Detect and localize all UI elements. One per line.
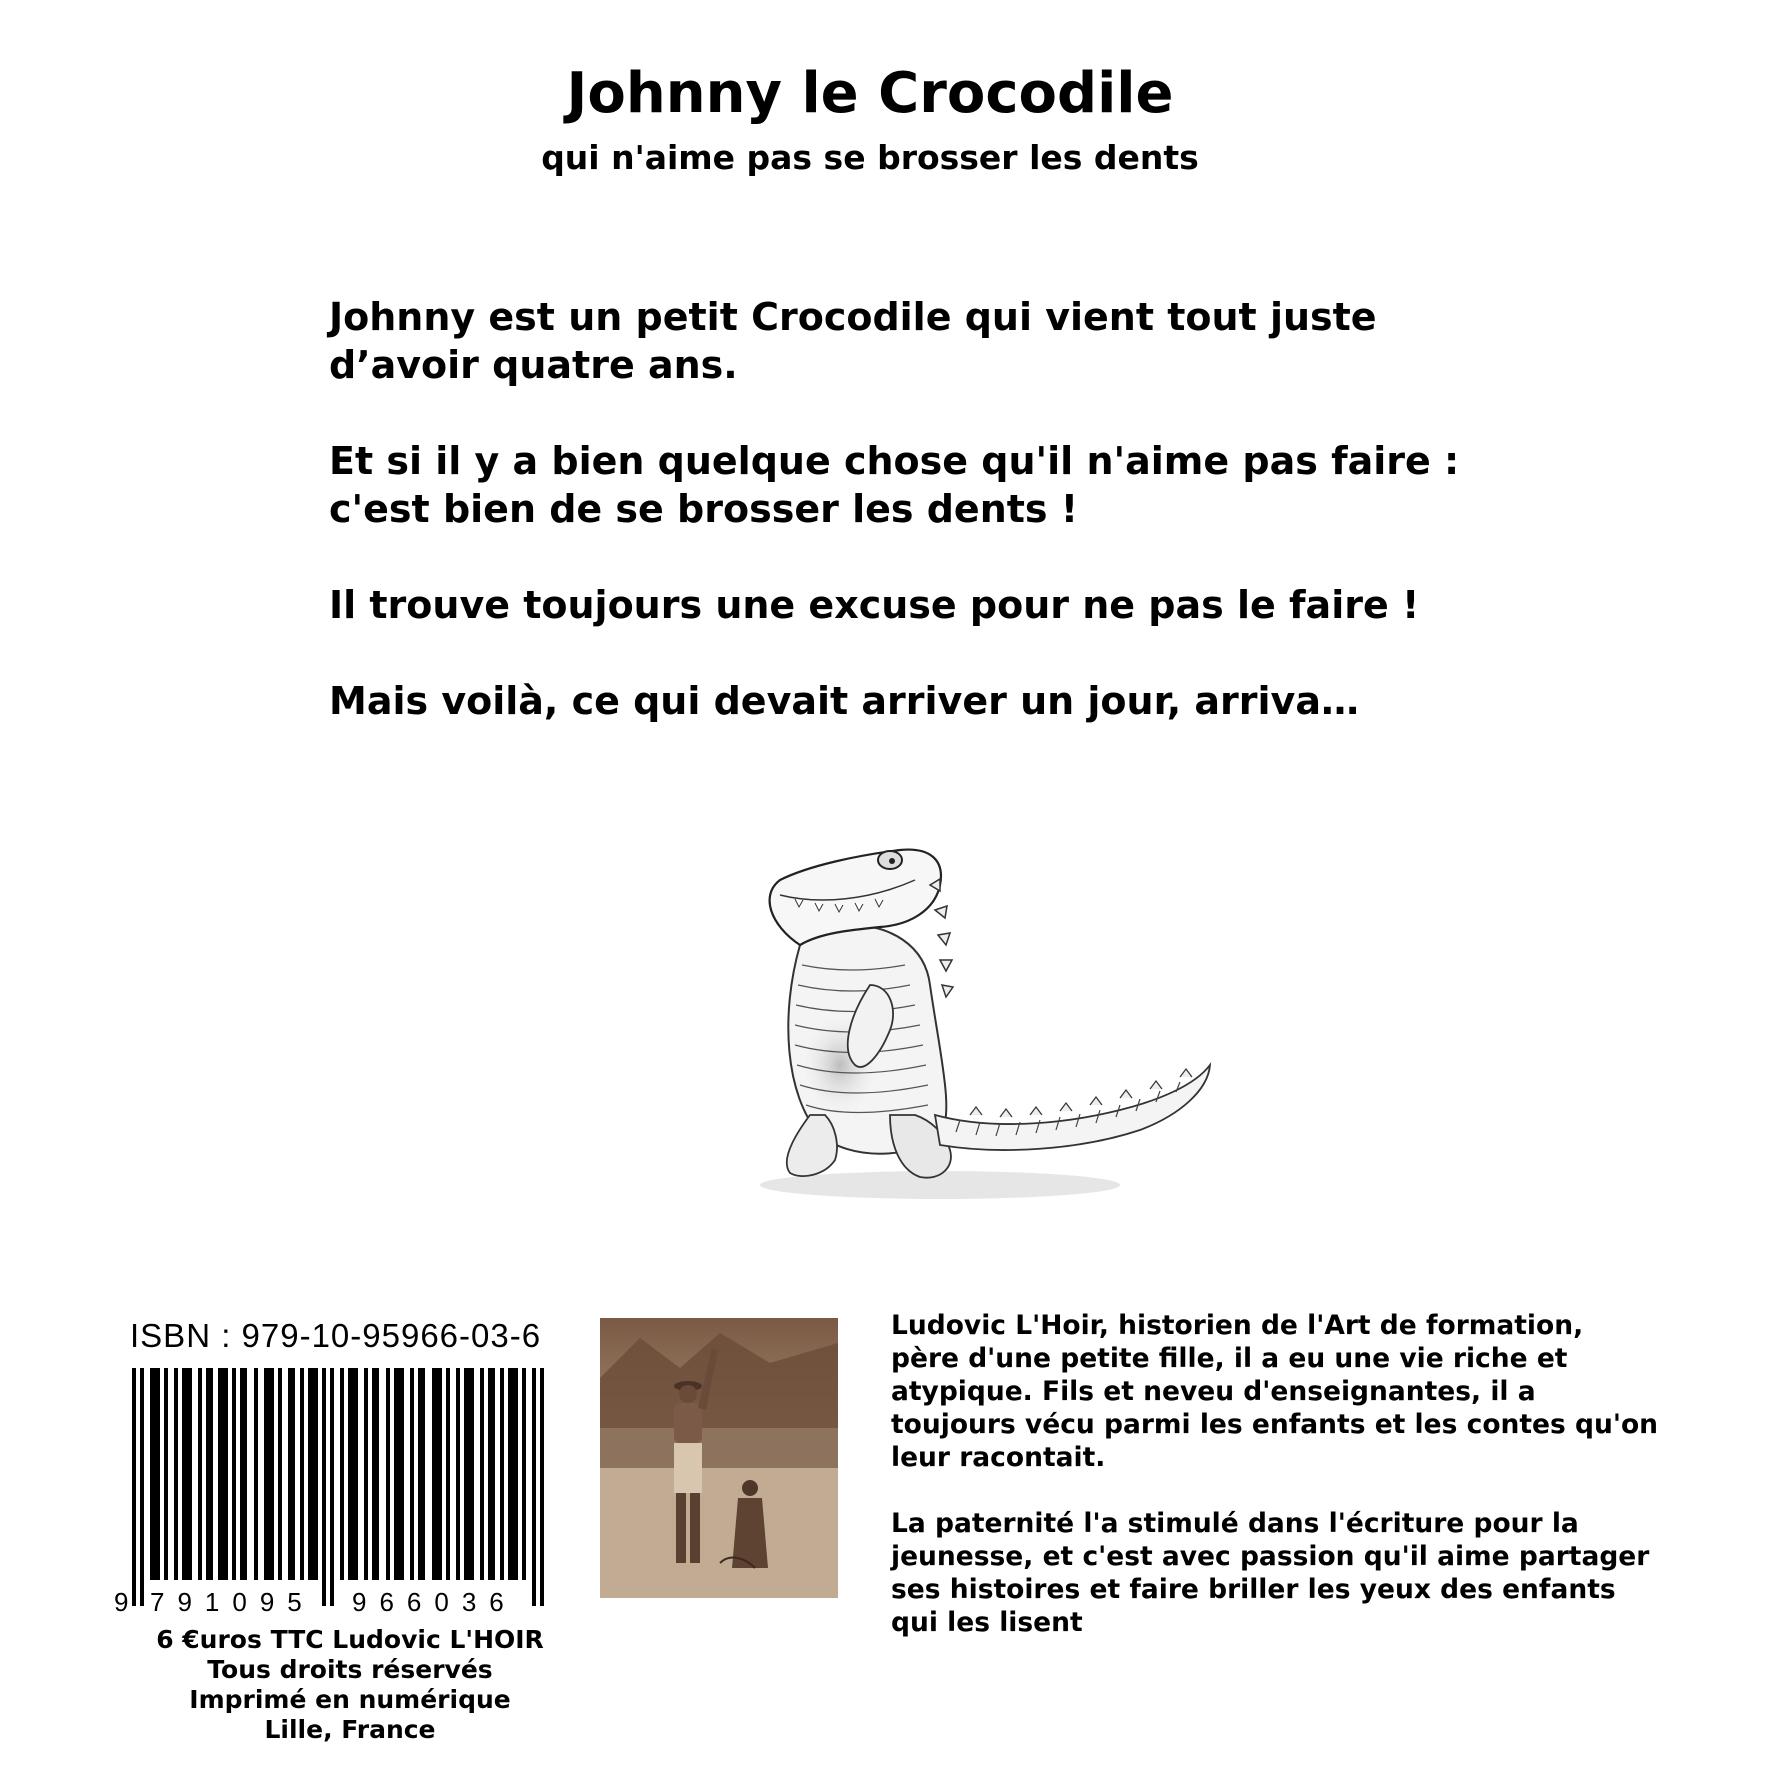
author-photo xyxy=(600,1318,838,1598)
isbn-label: ISBN : 979-10-95966-03-6 xyxy=(130,1317,542,1354)
story-line: Et si il y a bien quelque chose qu'il n'aime pas faire : xyxy=(329,439,1460,483)
bio-line: leur racontait. xyxy=(891,1442,1106,1473)
story-line: Johnny est un petit Crocodile qui vient tout juste xyxy=(329,295,1377,339)
story-line: d’avoir quatre ans. xyxy=(329,343,738,387)
story-paragraph xyxy=(329,437,1629,533)
barcode-digits-left: 791095 xyxy=(150,1587,315,1616)
bio-line: qui les lisent xyxy=(891,1607,1083,1638)
bio-line: jeunesse, et c'est avec passion qu'il aime partager xyxy=(891,1541,1650,1572)
bio-paragraph xyxy=(891,1507,1731,1639)
price-line: 6 €uros TTC Ludovic L'HOIR xyxy=(156,1625,544,1654)
bio-line: ses histoires et faire briller les yeux des enfants xyxy=(891,1574,1616,1605)
barcode-digit-first: 9 xyxy=(114,1587,129,1616)
barcode-bars xyxy=(132,1368,544,1606)
location-line: Lille, France xyxy=(264,1715,436,1744)
bio-line: La paternité l'a stimulé dans l'écriture pour la xyxy=(891,1508,1579,1539)
author-bio xyxy=(891,1309,1731,1672)
story-line: Mais voilà, ce qui devait arriver un jour, arriva… xyxy=(329,679,1359,723)
rights-line: Tous droits réservés xyxy=(207,1655,493,1684)
story-paragraph xyxy=(329,677,1629,725)
bio-line: père d'une petite fille, il a eu une vie riche et xyxy=(891,1343,1568,1374)
bio-line: toujours vécu parmi les enfants et les contes qu'on xyxy=(891,1409,1659,1440)
book-title: Johnny le Crocodile xyxy=(566,61,1174,126)
crocodile-illustration xyxy=(740,815,1220,1215)
book-subtitle: qui n'aime pas se brosser les dents xyxy=(541,138,1199,177)
story-paragraph xyxy=(329,293,1629,389)
bio-paragraph xyxy=(891,1309,1731,1474)
story-line: Il trouve toujours une excuse pour ne pas le faire ! xyxy=(329,583,1420,627)
bio-line: atypique. Fils et neveu d'enseignantes, il a xyxy=(891,1376,1536,1407)
barcode xyxy=(108,1368,574,1616)
bio-line: Ludovic L'Hoir, historien de l'Art de formation, xyxy=(891,1310,1584,1341)
printing-line: Imprimé en numérique xyxy=(189,1685,511,1714)
barcode-digits-right: 966036 xyxy=(352,1587,517,1616)
imprint-block xyxy=(100,1625,600,1745)
story-line: c'est bien de se brosser les dents ! xyxy=(329,487,1079,531)
story-blurb xyxy=(329,293,1629,773)
story-paragraph xyxy=(329,581,1629,629)
